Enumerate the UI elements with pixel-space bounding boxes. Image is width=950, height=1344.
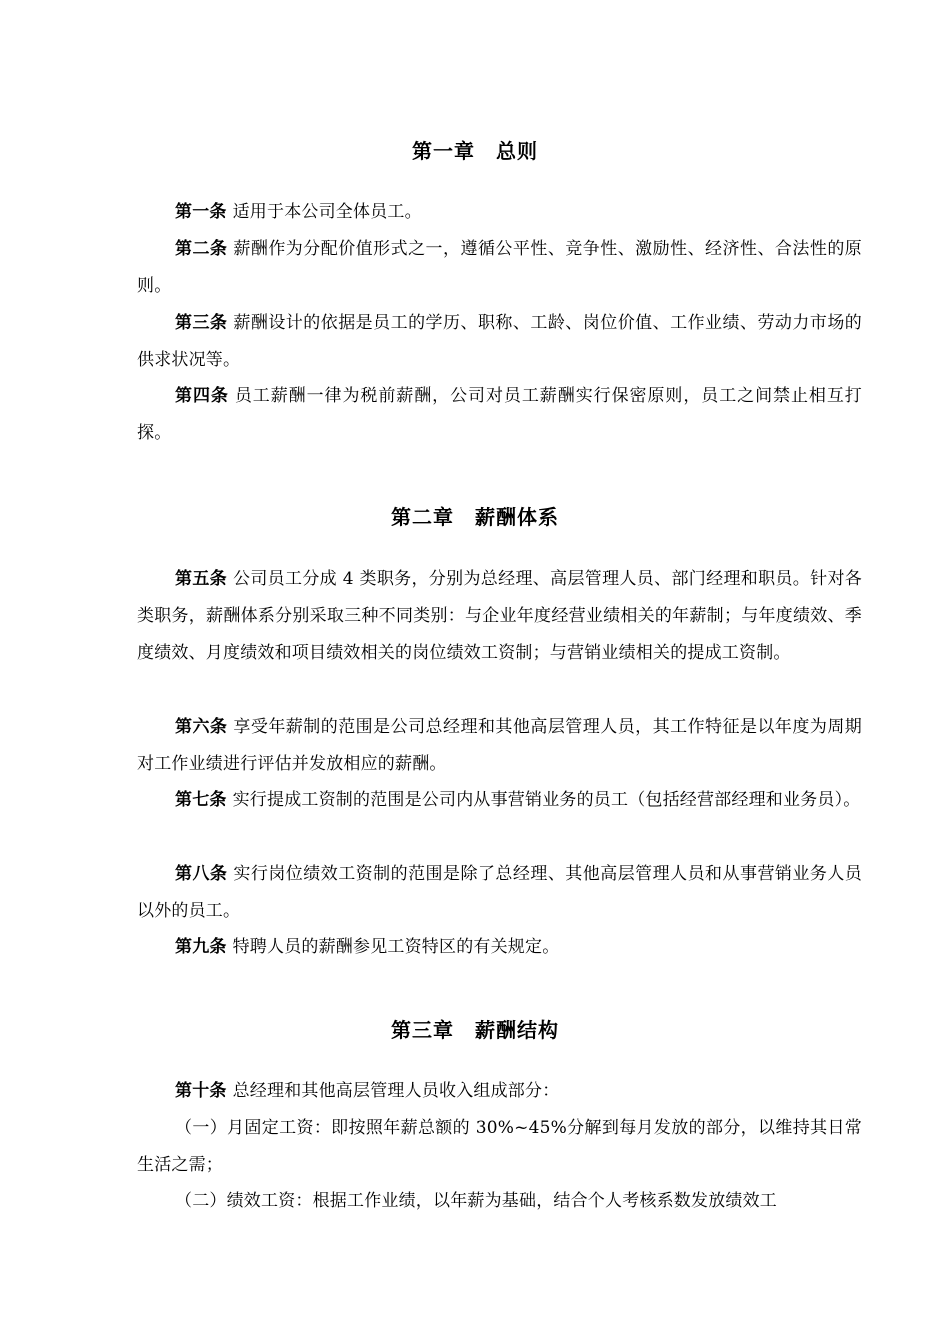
article-label: 第七条 bbox=[175, 790, 227, 810]
article-label: 第十条 bbox=[175, 1081, 227, 1101]
article-paragraph bbox=[137, 561, 862, 672]
article-label: 第五条 bbox=[175, 569, 227, 589]
article-paragraph bbox=[137, 856, 862, 930]
article-label: 第八条 bbox=[175, 864, 228, 884]
chapter-title: 第二章 薪酬体系 bbox=[391, 505, 559, 529]
article-text: 总经理和其他高层管理人员收入组成部分： bbox=[232, 1081, 560, 1101]
article-label: 第三条 bbox=[175, 313, 228, 333]
article-text: 薪酬作为分配价值形式之一，遵循公平性、竞争性、激励性、经济性、合法性的原则。 bbox=[137, 239, 862, 296]
article-label: 第二条 bbox=[175, 239, 228, 259]
article-text: 员工薪酬一律为税前薪酬，公司对员工薪酬实行保密原则，员工之间禁止相互打探。 bbox=[137, 386, 862, 443]
article-label: 第六条 bbox=[175, 717, 228, 737]
article-label: 第九条 bbox=[175, 937, 227, 957]
article-paragraph bbox=[137, 709, 862, 783]
article-paragraph bbox=[137, 929, 862, 966]
chapter-title: 第三章 薪酬结构 bbox=[391, 1018, 559, 1042]
article-text: 公司员工分成 4 类职务，分别为总经理、高层管理人员、部门经理和职员。针对各类职务，薪酬体系分别采取三种不同类别：与企业年度经营业绩相关的年薪制；与年度绩效、季度绩效、月度绩效和项目绩效相关的岗位绩效工资制；与营销业绩相关的提成工资制。 bbox=[137, 569, 862, 663]
article-text: 薪酬设计的依据是员工的学历、职称、工龄、岗位价值、工作业绩、劳动力市场的供求状况等。 bbox=[137, 313, 862, 370]
article-text: 实行岗位绩效工资制的范围是除了总经理、其他高层管理人员和从事营销业务人员以外的员工。 bbox=[137, 864, 862, 921]
article-paragraph bbox=[137, 1073, 862, 1110]
article-paragraph bbox=[137, 378, 862, 452]
article-text: （二）绩效工资：根据工作业绩，以年薪为基础，结合个人考核系数发放绩效工 bbox=[175, 1191, 777, 1211]
chapter-title: 第一章 总则 bbox=[412, 139, 538, 163]
article-text: 特聘人员的薪酬参见工资特区的有关规定。 bbox=[232, 937, 560, 957]
article-label: 第一条 bbox=[175, 202, 227, 222]
article-paragraph bbox=[137, 231, 862, 305]
article-paragraph bbox=[137, 305, 862, 379]
article-text: 享受年薪制的范围是公司总经理和其他高层管理人员，其工作特征是以年度为周期对工作业绩进行评估并发放相应的薪酬。 bbox=[137, 717, 862, 774]
article-label: 第四条 bbox=[175, 386, 229, 406]
article-paragraph bbox=[137, 1110, 862, 1184]
article-paragraph bbox=[137, 194, 862, 231]
article-text: 适用于本公司全体员工。 bbox=[232, 202, 422, 222]
article-text: 实行提成工资制的范围是公司内从事营销业务的员工（包括经营部经理和业务员）。 bbox=[232, 790, 861, 810]
article-paragraph bbox=[137, 1183, 862, 1220]
article-text: （一）月固定工资：即按照年薪总额的 30%~45%分解到每月发放的部分，以维持其日常生活之需； bbox=[137, 1118, 862, 1175]
article-paragraph bbox=[137, 782, 862, 819]
